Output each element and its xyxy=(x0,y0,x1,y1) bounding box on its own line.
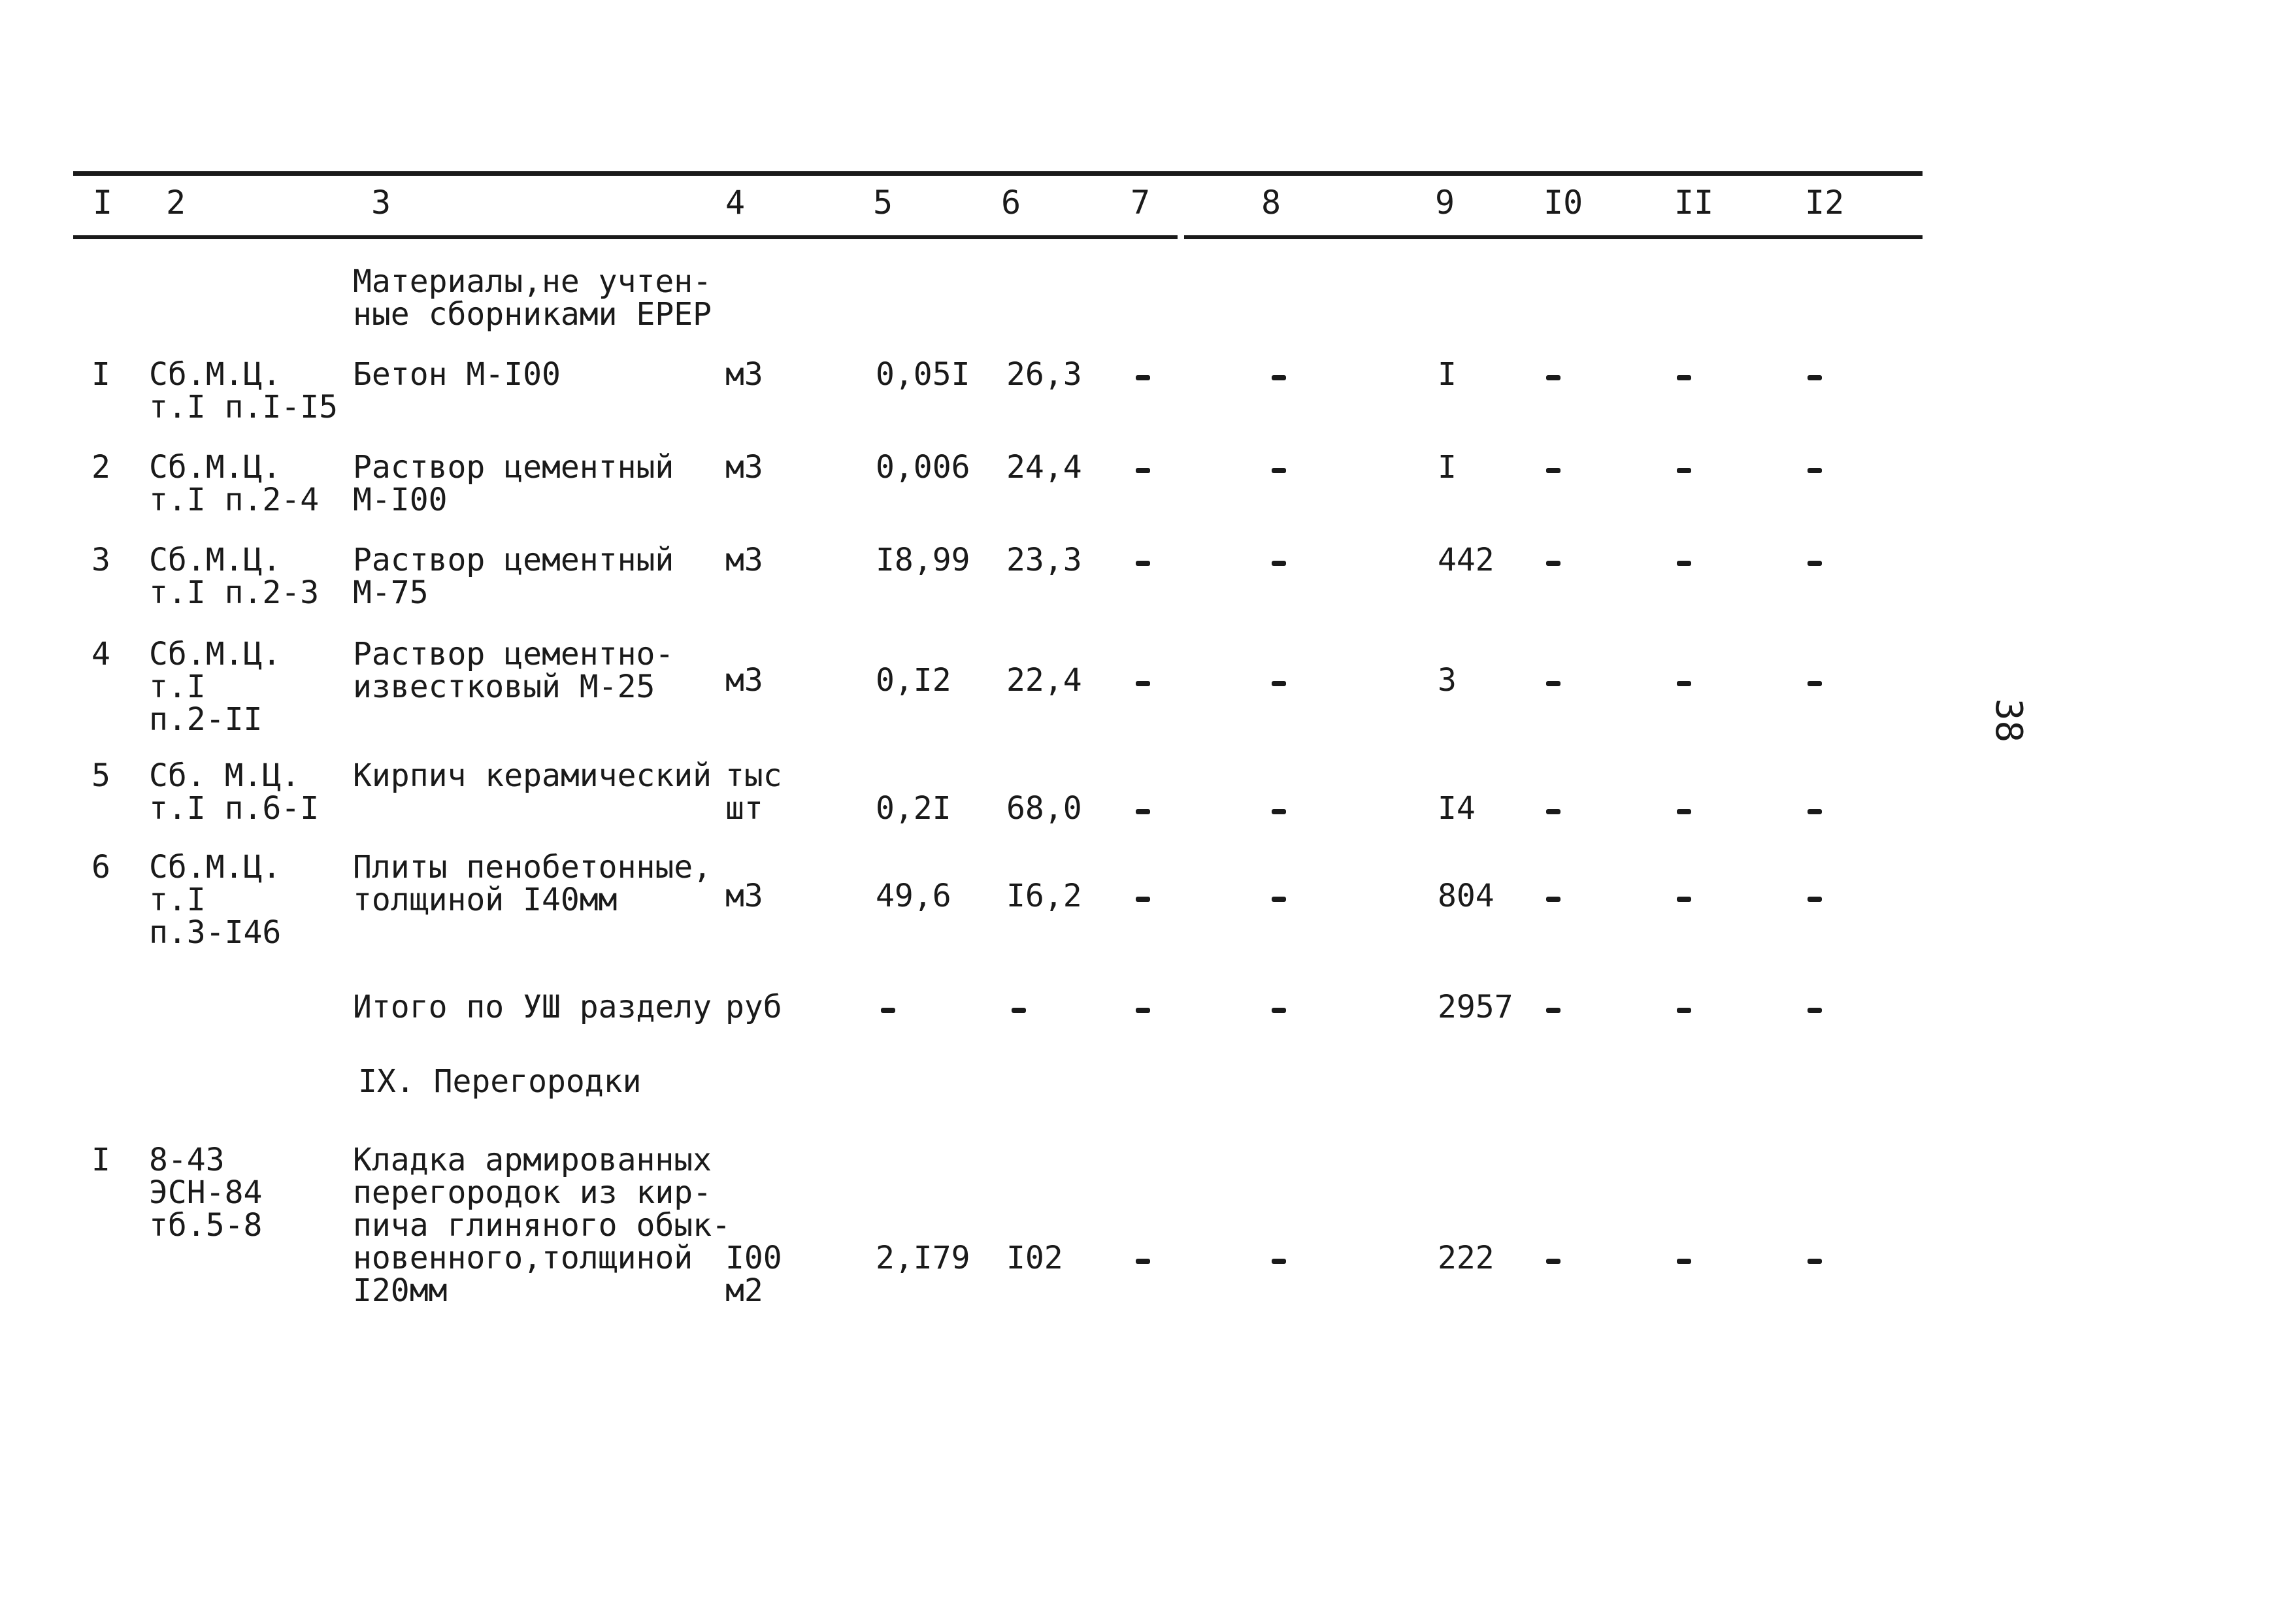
col-header-8: 8 xyxy=(1261,184,1281,222)
row-name: Бетон М-I00 xyxy=(353,356,561,393)
total-value: 2957 xyxy=(1438,989,1513,1025)
row-quantity: I8,99 xyxy=(876,542,970,578)
row-name: Плиты пенобетонные, толщиной I40мм xyxy=(353,849,712,918)
row-number: 2 xyxy=(91,449,110,486)
col-header-9: 9 xyxy=(1435,184,1455,222)
row-total: 3 xyxy=(1438,662,1457,699)
dash-col12 xyxy=(1808,809,1822,814)
row-price: I6,2 xyxy=(1006,878,1082,914)
col-header-6: 6 xyxy=(1001,184,1021,222)
col-header-12: I2 xyxy=(1805,184,1845,222)
col-header-2: 2 xyxy=(166,184,186,222)
dash-col11 xyxy=(1677,468,1691,473)
dash-col12 xyxy=(1808,1008,1822,1013)
dash-col10 xyxy=(1546,1008,1560,1013)
dash-col10 xyxy=(1546,897,1560,902)
row-code: Сб. М.Ц. т.I п.6-I xyxy=(149,757,320,827)
dash-col7 xyxy=(1136,1259,1150,1264)
row-code: Сб.М.Ц. т.I п.2-3 xyxy=(149,542,320,611)
dash-col11 xyxy=(1677,375,1691,380)
row-name: Раствор цементно- известковый М-25 xyxy=(353,636,674,705)
row-total: I xyxy=(1438,356,1457,393)
dash-col12 xyxy=(1808,375,1822,380)
col-header-1: I xyxy=(93,184,113,222)
row-unit: тыс шт xyxy=(725,757,782,827)
row-name: Кирпич керамический xyxy=(353,757,712,794)
section-title: IX. Перегородки xyxy=(358,1063,642,1100)
dash-col8 xyxy=(1272,468,1286,473)
row-number: I xyxy=(91,356,110,393)
row-total: 442 xyxy=(1438,542,1494,578)
header-bottom-rule-right xyxy=(1184,235,1923,239)
row-code: Сб.М.Ц. т.I п.3-I46 xyxy=(149,849,282,951)
row-price: 22,4 xyxy=(1006,662,1082,699)
row-total: I xyxy=(1438,449,1457,486)
dash-col10 xyxy=(1546,468,1560,473)
row-quantity: 0,006 xyxy=(876,449,970,486)
row-total: 222 xyxy=(1438,1240,1494,1276)
row-unit: м3 xyxy=(725,662,763,699)
dash-col12 xyxy=(1808,561,1822,566)
dash-col7 xyxy=(1136,681,1150,686)
row-price: 23,3 xyxy=(1006,542,1082,578)
dash-col5 xyxy=(881,1008,895,1013)
row-quantity: 0,05I xyxy=(876,356,970,393)
dash-col12 xyxy=(1808,468,1822,473)
dash-col12 xyxy=(1808,1259,1822,1264)
col-header-5: 5 xyxy=(873,184,893,222)
row-price: 26,3 xyxy=(1006,356,1082,393)
dash-col7 xyxy=(1136,809,1150,814)
dash-col11 xyxy=(1677,1259,1691,1264)
dash-col8 xyxy=(1272,375,1286,380)
row-total: I4 xyxy=(1438,790,1476,827)
dash-col7 xyxy=(1136,561,1150,566)
dash-col12 xyxy=(1808,897,1822,902)
dash-col11 xyxy=(1677,809,1691,814)
dash-col7 xyxy=(1136,897,1150,902)
row-name: Раствор цементный М-I00 xyxy=(353,449,674,518)
dash-col11 xyxy=(1677,561,1691,566)
dash-col10 xyxy=(1546,809,1560,814)
row-quantity: 0,2I xyxy=(876,790,951,827)
dash-col8 xyxy=(1272,561,1286,566)
dash-col8 xyxy=(1272,1259,1286,1264)
dash-col10 xyxy=(1546,1259,1560,1264)
dash-col12 xyxy=(1808,681,1822,686)
dash-col6 xyxy=(1012,1008,1026,1013)
total-label: Итого по УШ разделу xyxy=(353,989,712,1025)
col-header-3: 3 xyxy=(371,184,391,222)
row-code: Сб.М.Ц. т.I п.I-I5 xyxy=(149,356,338,425)
dash-col8 xyxy=(1272,897,1286,902)
row-name: Кладка армированных перегородок из кир- пича глиняного обык- новенного,толщиной I20мм xyxy=(353,1142,731,1309)
dash-col10 xyxy=(1546,375,1560,380)
row-number: 6 xyxy=(91,849,110,886)
top-rule xyxy=(73,171,1923,176)
header-bottom-rule-left xyxy=(73,235,1178,239)
row-unit: м3 xyxy=(725,542,763,578)
dash-col8 xyxy=(1272,809,1286,814)
row-number: 4 xyxy=(91,636,110,672)
row-quantity: 0,I2 xyxy=(876,662,951,699)
row-total: 804 xyxy=(1438,878,1494,914)
col-header-11: II xyxy=(1674,184,1714,222)
dash-col11 xyxy=(1677,897,1691,902)
col-header-7: 7 xyxy=(1131,184,1151,222)
dash-col11 xyxy=(1677,1008,1691,1013)
col-header-4: 4 xyxy=(725,184,746,222)
row-code: 8-43 ЭСН-84 тб.5-8 xyxy=(149,1142,263,1244)
row-unit: I00 м2 xyxy=(725,1240,782,1309)
row-number: I xyxy=(91,1142,110,1178)
row-number: 5 xyxy=(91,757,110,794)
row-code: Сб.М.Ц. т.I п.2-4 xyxy=(149,449,320,518)
dash-col8 xyxy=(1272,681,1286,686)
dash-col11 xyxy=(1677,681,1691,686)
dash-col8 xyxy=(1272,1008,1286,1013)
row-price: 68,0 xyxy=(1006,790,1082,827)
row-price: 24,4 xyxy=(1006,449,1082,486)
section-note: Материалы,не учтен- ные сборниками ЕРЕР xyxy=(353,263,712,333)
row-number: 3 xyxy=(91,542,110,578)
row-name: Раствор цементный М-75 xyxy=(353,542,674,611)
row-quantity: 49,6 xyxy=(876,878,951,914)
dash-col10 xyxy=(1546,561,1560,566)
row-code: Сб.М.Ц. т.I п.2-II xyxy=(149,636,282,738)
col-header-10: I0 xyxy=(1544,184,1583,222)
dash-col7 xyxy=(1136,468,1150,473)
row-unit: м3 xyxy=(725,449,763,486)
page-number: 38 xyxy=(1987,698,2030,743)
row-price: I02 xyxy=(1006,1240,1063,1276)
row-unit: м3 xyxy=(725,878,763,914)
dash-col7 xyxy=(1136,1008,1150,1013)
row-quantity: 2,I79 xyxy=(876,1240,970,1276)
dash-col10 xyxy=(1546,681,1560,686)
total-unit: руб xyxy=(725,989,782,1025)
row-unit: м3 xyxy=(725,356,763,393)
dash-col7 xyxy=(1136,375,1150,380)
